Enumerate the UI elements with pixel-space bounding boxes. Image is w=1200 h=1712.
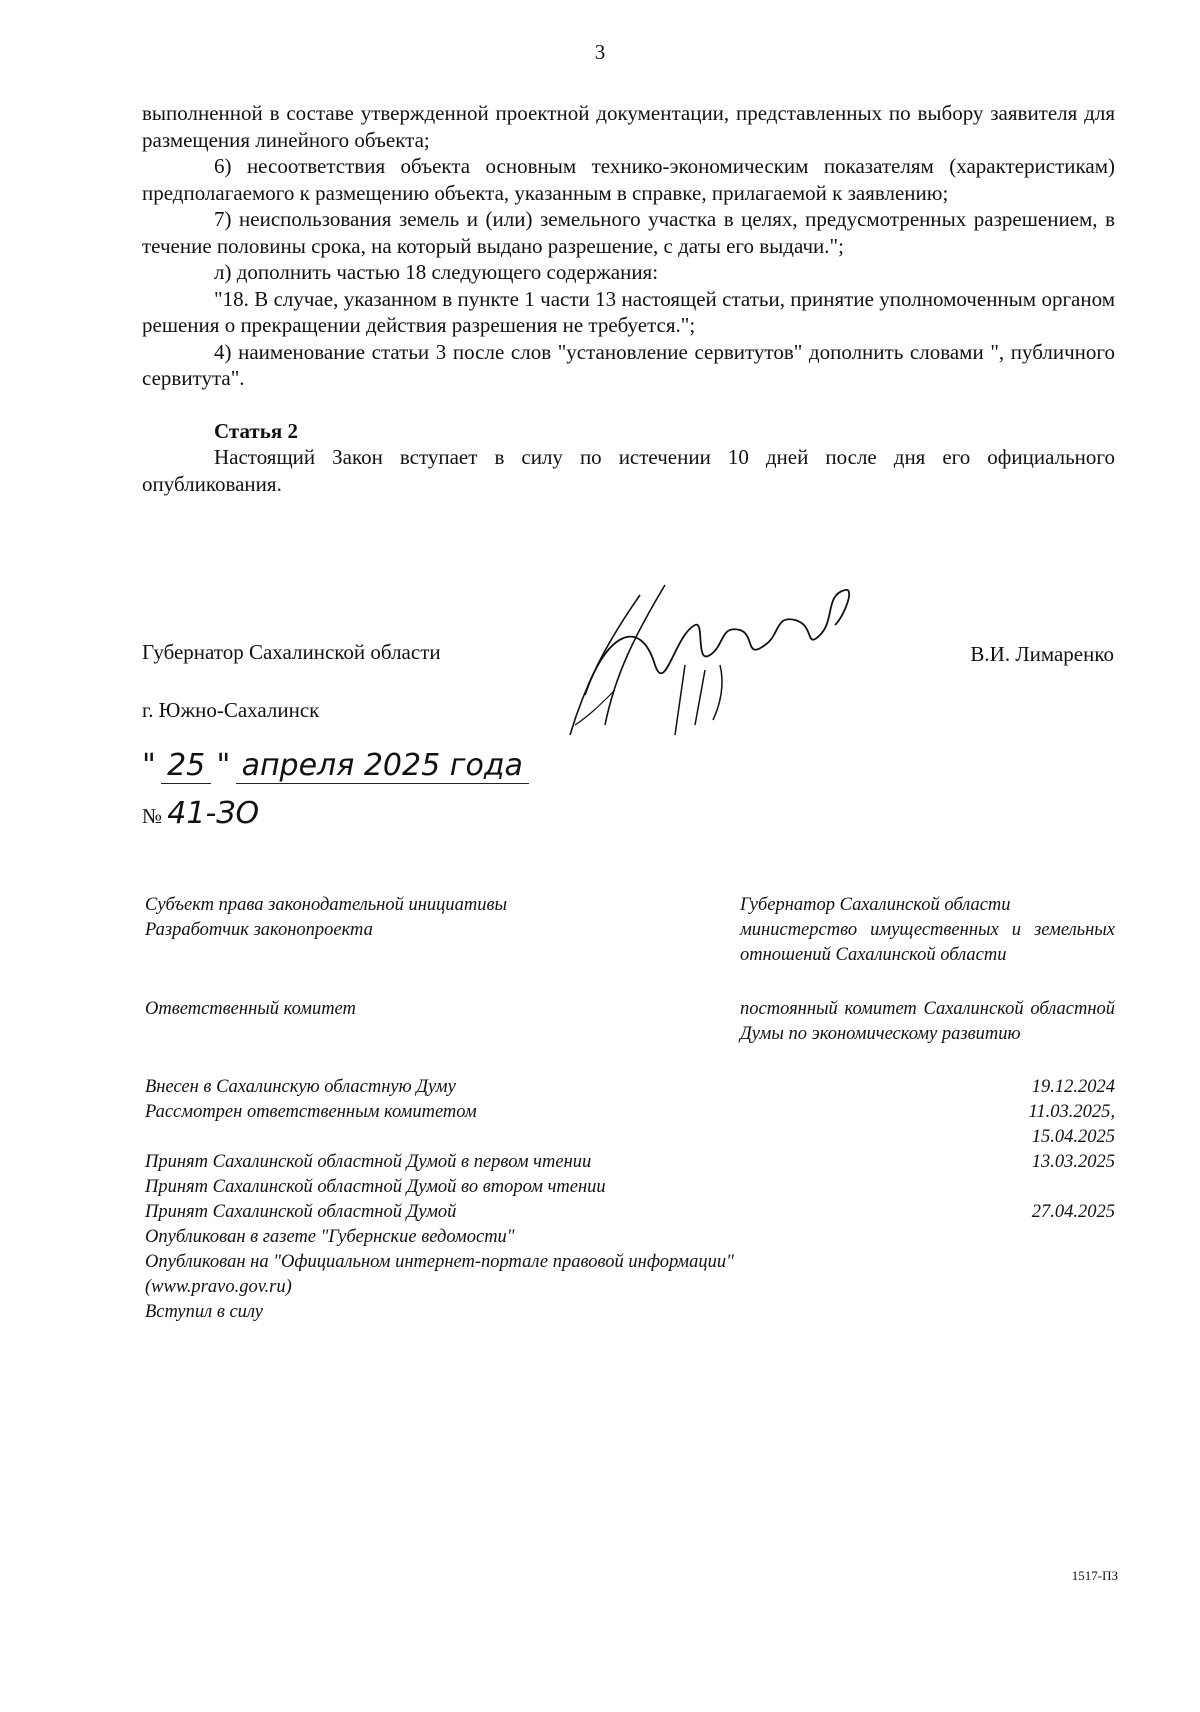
published-portal-label: Опубликован на "Официальном интернет-портале правовой информации" (www.pravo.gov.ru) — [145, 1252, 734, 1297]
paragraph: л) дополнить частью 18 следующего содержания: — [214, 260, 659, 284]
page-number: 3 — [594, 40, 606, 64]
law-body — [142, 100, 1115, 497]
paragraph: выполненной в составе утвержденной проектной документации, представленных по выбору заявителя для размещения линейного объекта; — [142, 101, 1115, 152]
article-heading: Статья 2 — [214, 418, 298, 443]
published-newspaper-label: Опубликован в газете "Губернские ведомости" — [145, 1227, 515, 1247]
number-sign: № — [142, 804, 163, 828]
signatory-position: Губернатор Сахалинской области — [142, 640, 441, 664]
initiative-label: Субъект права законодательной инициативы — [145, 895, 508, 915]
date-quote: " — [142, 748, 156, 783]
date-month-year: апреля 2025 года — [236, 748, 529, 784]
number-value: 41-ЗО — [167, 796, 260, 831]
paragraph: 6) несоответствия объекта основным технико-экономическим показателям (характеристикам) предполагаемого к размещению объекта, указанным в справке, прилагаемой к заявлению; — [142, 154, 1115, 205]
paragraph: Настоящий Закон вступает в силу по истечении 10 дней после дня его официального опубликования. — [142, 445, 1115, 496]
city: г. Южно-Сахалинск — [142, 698, 320, 722]
handwritten-signature — [545, 575, 865, 765]
first-reading-date: 13.03.2025 — [1031, 1152, 1115, 1172]
paragraph: "18. В случае, указанном в пункте 1 части 13 настоящей статьи, принятие уполномоченным органом решения о прекращении действия разрешения не требуется."; — [142, 286, 1115, 337]
committee-value: постоянный комитет Сахалинской областной Думы по экономическому развитию — [740, 999, 1115, 1044]
committee-label: Ответственный комитет — [145, 999, 356, 1019]
reviewed-label: Рассмотрен ответственным комитетом — [145, 1102, 477, 1122]
legislative-history — [145, 893, 1115, 1323]
reviewed-date: 15.04.2025 — [1031, 1127, 1115, 1147]
submitted-date: 19.12.2024 — [1031, 1077, 1115, 1097]
date-quote: " — [216, 748, 231, 783]
adopted-date: 27.04.2025 — [1031, 1202, 1115, 1222]
paragraph: 7) неиспользования земель и (или) земельного участка в целях, предусмотренных разрешением, в течение половины срока, на который выдано разрешение, с даты его выдачи."; — [142, 207, 1115, 258]
adopted-label: Принят Сахалинской областной Думой — [145, 1202, 457, 1222]
first-reading-label: Принят Сахалинской областной Думой в первом чтении — [145, 1152, 592, 1172]
signing-date — [142, 748, 529, 784]
paragraph: 4) наименование статьи 3 после слов "установление сервитутов" дополнить словами ", публичного сервитута". — [142, 339, 1115, 390]
signatory-name: В.И. Лимаренко — [970, 642, 1114, 666]
in-force-label: Вступил в силу — [145, 1302, 263, 1322]
date-day: 25 — [161, 748, 211, 784]
developer-value: министерство имущественных и земельных отношений Сахалинской области — [740, 920, 1115, 965]
developer-label: Разработчик законопроекта — [145, 920, 373, 940]
second-reading-label: Принят Сахалинской областной Думой во втором чтении — [145, 1177, 606, 1197]
initiative-value: Губернатор Сахалинской области — [740, 895, 1011, 915]
law-number — [142, 796, 259, 831]
submitted-label: Внесен в Сахалинскую областную Думу — [145, 1077, 456, 1097]
reviewed-date: 11.03.2025, — [1028, 1102, 1115, 1122]
document-code: 1517-ПЗ — [1071, 1568, 1118, 1583]
